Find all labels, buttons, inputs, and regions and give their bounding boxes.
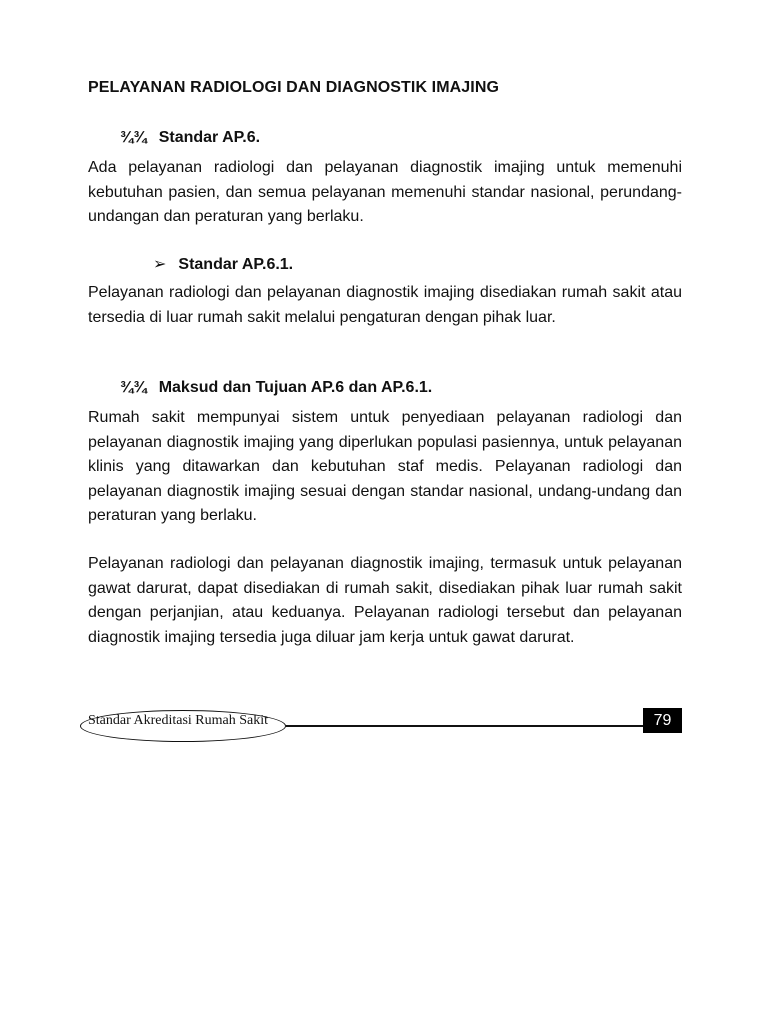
section-body-standar-ap6: Ada pelayanan radiologi dan pelayanan diagnostik imajing untuk memenuhi kebutuhan pasien, dan semua pelayanan memenuhi standar nasional, perundang-undangan dan peraturan yang berlaku. [88, 159, 682, 226]
bullet-icon: ¾¾ [120, 129, 147, 146]
heading-text: Standar AP.6.1. [178, 256, 294, 273]
section-heading-standar-ap61 [153, 254, 293, 274]
heading-text: Standar AP.6. [158, 129, 261, 146]
page-number: 79 [643, 708, 682, 733]
section-heading-maksud-tujuan [120, 379, 432, 397]
section-body-maksud-tujuan: Rumah sakit mempunyai sistem untuk penyediaan pelayanan radiologi dan pelayanan diagnostik imajing yang diperlukan populasi pasiennya, untuk pelayanan klinis yang ditawarkan dan kebutuhan staf medis. Pelayanan radiologi dan pelayanan diagnostik imajing sesuai dengan standar nasional, undang-undang dan peraturan yang berlaku. [88, 409, 682, 525]
bullet-icon: ¾¾ [120, 379, 147, 396]
page-title: PELAYANAN RADIOLOGI DAN DIAGNOSTIK IMAJING [88, 79, 500, 96]
arrow-bullet-icon: ➢ [153, 256, 167, 273]
footer-text: Standar Akreditasi Rumah Sakit [88, 713, 269, 728]
heading-text: Maksud dan Tujuan AP.6 dan AP.6.1. [158, 379, 433, 396]
section-body-maksud-tujuan-2: Pelayanan radiologi dan pelayanan diagnostik imajing, termasuk untuk pelayanan gawat darurat, dapat disediakan di rumah sakit, disediakan pihak luar rumah sakit dengan perjanjian, atau keduanya. Pelayanan radiologi tersebut dan pelayanan diagnostik imajing tersedia juga diluar jam kerja untuk gawat darurat. [88, 555, 682, 646]
section-heading-standar-ap6 [120, 129, 260, 147]
footer-rule [286, 725, 682, 727]
section-body-standar-ap61: Pelayanan radiologi dan pelayanan diagnostik imajing disediakan rumah sakit atau tersedia di luar rumah sakit melalui pengaturan dengan pihak luar. [88, 284, 682, 326]
